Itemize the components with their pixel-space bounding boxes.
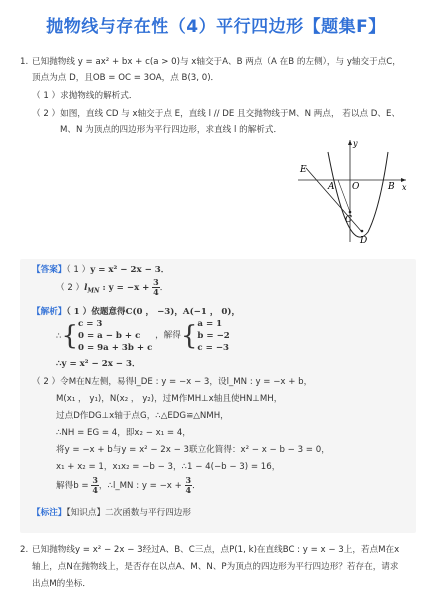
brace-left-2: { [180, 321, 198, 351]
x-axis-arrow [401, 178, 406, 182]
solution-2-line7-c: ． [192, 481, 201, 491]
answer-2-prefix: （ 2 ） [56, 283, 85, 293]
parabola-curve [328, 152, 388, 237]
solution-result-1: ∴y = x² − 2x − 3． [56, 359, 141, 369]
q2-line1: 已知抛物线y = x² − 2x − 3经过A、B、C三点，点P(1, k)在直线BC : y = x − 3上，若点M在x [32, 545, 400, 555]
solution-tag: 【解析】 [32, 307, 67, 317]
solution-2-line7 [56, 476, 201, 495]
brace-left-1: { [61, 321, 79, 351]
system-2-eq1: a = 1 [197, 319, 223, 329]
solution-fraction-2 [185, 476, 193, 495]
answer-line2 [56, 278, 168, 298]
answer-1-prefix: （ 1 ） [66, 265, 91, 275]
solution-systems [56, 318, 230, 354]
point-d [361, 230, 364, 233]
label-c: C [345, 215, 352, 225]
q2-line3: 出点M的坐标． [32, 579, 91, 589]
solution-2-line6: x₁ + x₂ = 1，x₁x₂ = −b − 3，∴1 − 4(−b − 3) = 16， [56, 462, 281, 472]
answer-2-end: ． [159, 283, 169, 293]
point-c [349, 211, 352, 214]
system-1-eq3: 0 = 9a + 3b + c [78, 343, 153, 353]
answer-2-fraction [152, 278, 160, 297]
label-d: D [360, 236, 368, 246]
note-tag: 【标注】 [32, 508, 67, 518]
system-2-eq2: b = −2 [197, 331, 230, 341]
q1-line2: 顶点为点 D，且OB = OC = 3OA，点 B(3, 0)． [32, 73, 220, 83]
answer-line1 [32, 264, 169, 277]
line-cd [306, 168, 362, 232]
answer-2-sub: MN [87, 287, 100, 295]
label-b: B [388, 182, 395, 192]
solution-2-line1: （ 2 ）令M在N左侧，易得l_DE : y = −x − 3，设l_MN : y = −x + b， [32, 377, 313, 387]
fraction-den: 4 [92, 485, 98, 495]
system-1-eq2: 0 = a − b + c [78, 331, 141, 341]
solution-2-line7-a: 解得b = [56, 481, 89, 491]
therefore-symbol: ∴ [56, 331, 62, 342]
solution-2-line4: ∴NH = EG = 4，即x₂ − x₁ = 4， [56, 428, 191, 438]
solution-2-line2: M(x₁ ， y₁)，N(x₂ ， y₂)，过M作MH⊥x轴且使HN⊥MH， [56, 394, 283, 404]
solution-2-line7-b: ，∴l_MN : y = −x + [98, 481, 182, 491]
label-e: E [300, 165, 307, 175]
parabola-figure [298, 138, 408, 248]
fraction-den: 4 [153, 287, 159, 297]
system-2-eq3: c = −3 [197, 343, 230, 353]
answer-2-lhs: l [84, 283, 88, 293]
label-o: O [352, 182, 360, 192]
fraction-num: 3 [92, 475, 98, 485]
label-a: A [328, 182, 335, 192]
answer-1: y = x² − 2x − 3． [90, 265, 170, 275]
solution-2-line5: 将y = −x + b与y = x² − 2x − 3联立化简得：x² − x − b − 3 = 0， [56, 445, 330, 455]
system-1 [78, 318, 152, 354]
answer-2-mid: : y = −x + [99, 283, 150, 293]
solution-fraction-1 [91, 476, 99, 495]
solution-2-line3: 过点D作DG⊥x轴于点G，∴△EDG≌△NMH， [56, 411, 229, 421]
fraction-num: 3 [185, 475, 192, 485]
system-2 [197, 318, 229, 354]
y-axis-arrow [348, 140, 352, 145]
q1-part2a: （ 2 ）如图，直线 CD 与 x轴交于点 E，直线 l // DE 且交抛物线于M、N 两点， 若以点 D、E、 [32, 109, 401, 119]
question-number-2: 2. [20, 545, 29, 555]
fraction-den: 4 [185, 485, 192, 495]
question-number: 1. [20, 57, 29, 67]
label-y: y [353, 139, 358, 148]
q1-line1: 已知抛物线 y = ax² + bx + c(a > 0)与 x轴交于A、B 两点（A 在B 的左侧），与 y轴交于点C， [32, 57, 401, 67]
system-1-eq1: c = 3 [78, 319, 103, 329]
q1-part1: （ 1 ）求抛物线的解析式． [32, 91, 138, 101]
note-text: 【知识点】二次函数与平行四边形 [66, 508, 191, 518]
note-line [32, 507, 191, 520]
label-x: x [402, 183, 407, 192]
system-mid-text: ，解得 [155, 330, 181, 341]
q1-part2b: M、N 为顶点的四边形为平行四边形，求直线 l 的解析式． [60, 125, 283, 135]
page-title: 抛物线与存在性（4）平行四边形【题集F】 [46, 17, 386, 37]
solution-intro: （ 1 ）依题意得C(0 ， −3)，A(−1 ， 0)， [66, 307, 241, 317]
q2-line2: 轴上，点N在抛物线上，是否存在以点A、M、N、P为顶点的四边形为平行四边形？若存在，请求 [32, 562, 399, 572]
fraction-num: 3 [153, 277, 159, 287]
answer-tag: 【答案】 [32, 265, 67, 275]
